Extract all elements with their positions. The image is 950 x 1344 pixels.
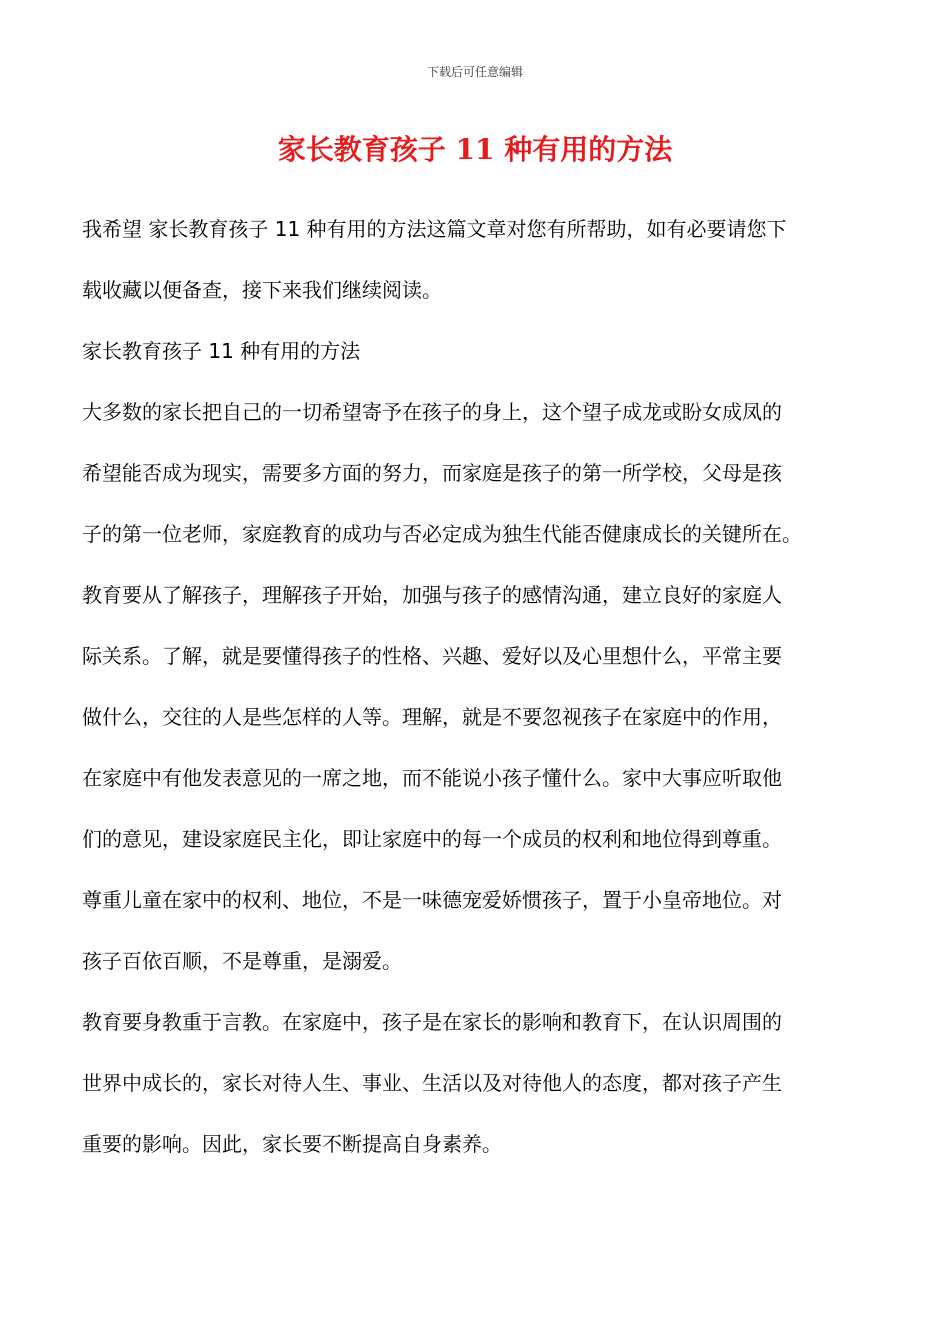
text-line: 家长教育孩子 11 种有用的方法 bbox=[82, 339, 361, 363]
header-note: 下载后可任意编辑 bbox=[426, 65, 523, 79]
text-line: 子的第一位老师，家庭教育的成功与否必定成为独生代能否健康成长的关键所在。 bbox=[82, 522, 802, 546]
text-line: 世界中成长的，家长对待人生、事业、生活以及对待他人的态度，都对孩子产生 bbox=[82, 1071, 782, 1095]
text-line: 孩子百依百顺，不是尊重，是溺爱。 bbox=[82, 949, 402, 973]
intro-paragraph bbox=[82, 214, 868, 305]
text-line: 在家庭中有他发表意见的一席之地，而不能说小孩子懂什么。家中大事应听取他 bbox=[82, 766, 782, 790]
paragraph bbox=[82, 1007, 868, 1159]
document-body bbox=[82, 214, 868, 1190]
text-line: 大多数的家长把自己的一切希望寄予在孩子的身上，这个望子成龙或盼女成凤的 bbox=[82, 400, 782, 424]
text-line: 我希望 家长教育孩子 11 种有用的方法这篇文章对您有所帮助，如有必要请您下 bbox=[82, 217, 787, 241]
paragraph bbox=[82, 580, 868, 976]
section-heading bbox=[82, 336, 868, 366]
page-title: 家长教育孩子 11 种有用的方法 bbox=[277, 133, 673, 166]
text-line: 做什么，交往的人是些怎样的人等。理解，就是不要忽视孩子在家庭中的作用， bbox=[82, 705, 782, 729]
text-line: 们的意见，建设家庭民主化，即让家庭中的每一个成员的权利和地位得到尊重。 bbox=[82, 827, 782, 851]
text-line: 教育要身教重于言教。在家庭中，孩子是在家长的影响和教育下，在认识周围的 bbox=[82, 1010, 782, 1034]
text-line: 希望能否成为现实，需要多方面的努力，而家庭是孩子的第一所学校，父母是孩 bbox=[82, 461, 782, 485]
text-line: 重要的影响。因此，家长要不断提高自身素养。 bbox=[82, 1132, 502, 1156]
paragraph bbox=[82, 397, 868, 549]
text-line: 载收藏以便备查，接下来我们继续阅读。 bbox=[82, 278, 442, 302]
text-line: 际关系。了解，就是要懂得孩子的性格、兴趣、爱好以及心里想什么，平常主要 bbox=[82, 644, 782, 668]
text-line: 尊重儿童在家中的权利、地位，不是一味德宠爱娇惯孩子，置于小皇帝地位。对 bbox=[82, 888, 782, 912]
text-line: 教育要从了解孩子，理解孩子开始，加强与孩子的感情沟通，建立良好的家庭人 bbox=[82, 583, 782, 607]
